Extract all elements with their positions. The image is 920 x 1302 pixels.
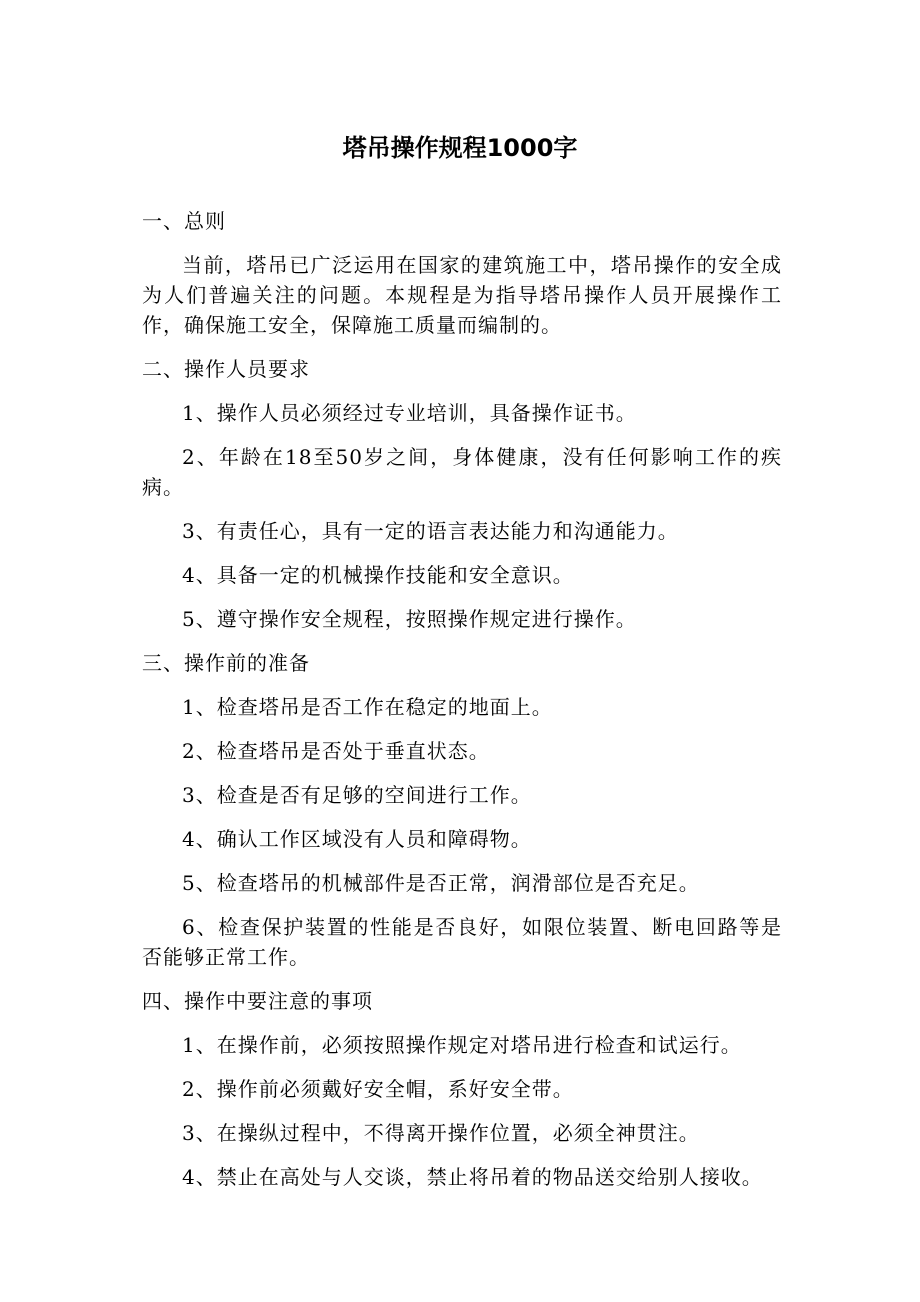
section-heading-operator-requirements: 二、操作人员要求 — [142, 357, 310, 381]
document-title: 塔吊操作规程1000字 — [342, 134, 578, 162]
section-heading-preparation: 三、操作前的准备 — [142, 651, 310, 675]
section-heading-operation-notes: 四、操作中要注意的事项 — [142, 989, 373, 1013]
list-item: 1、检查塔吊是否工作在稳定的地面上。 — [182, 695, 553, 719]
list-item: 2、检查塔吊是否处于垂直状态。 — [182, 739, 490, 763]
list-item: 4、禁止在高处与人交谈，禁止将吊着的物品送交给别人接收。 — [182, 1165, 763, 1189]
list-item: 1、操作人员必须经过专业培训，具备操作证书。 — [182, 401, 637, 425]
section-heading-general: 一、总则 — [142, 209, 226, 233]
section-paragraph-general: 当前，塔吊已广泛运用在国家的建筑施工中，塔吊操作的安全成为人们普遍关注的问题。本规程是为指导塔吊操作人员开展操作工作，确保施工安全，保障施工质量而编制的。 — [142, 253, 782, 337]
list-item: 1、在操作前，必须按照操作规定对塔吊进行检查和试运行。 — [182, 1033, 742, 1057]
list-item: 2、操作前必须戴好安全帽，系好安全带。 — [182, 1077, 574, 1101]
list-item: 3、有责任心，具有一定的语言表达能力和沟通能力。 — [182, 519, 679, 543]
list-item: 3、检查是否有足够的空间进行工作。 — [182, 783, 532, 807]
list-item: 3、在操纵过程中，不得离开操作位置，必须全神贯注。 — [182, 1121, 700, 1145]
list-item: 5、遵守操作安全规程，按照操作规定进行操作。 — [182, 607, 637, 631]
list-item: 5、检查塔吊的机械部件是否正常，润滑部位是否充足。 — [182, 871, 700, 895]
list-item: 2、年龄在18至50岁之间，身体健康，没有任何影响工作的疾病。 — [142, 445, 782, 499]
list-item: 4、确认工作区域没有人员和障碍物。 — [182, 827, 532, 851]
list-item: 6、检查保护装置的性能是否良好，如限位装置、断电回路等是否能够正常工作。 — [142, 915, 782, 969]
list-item: 4、具备一定的机械操作技能和安全意识。 — [182, 563, 574, 587]
document-body — [142, 206, 782, 1206]
